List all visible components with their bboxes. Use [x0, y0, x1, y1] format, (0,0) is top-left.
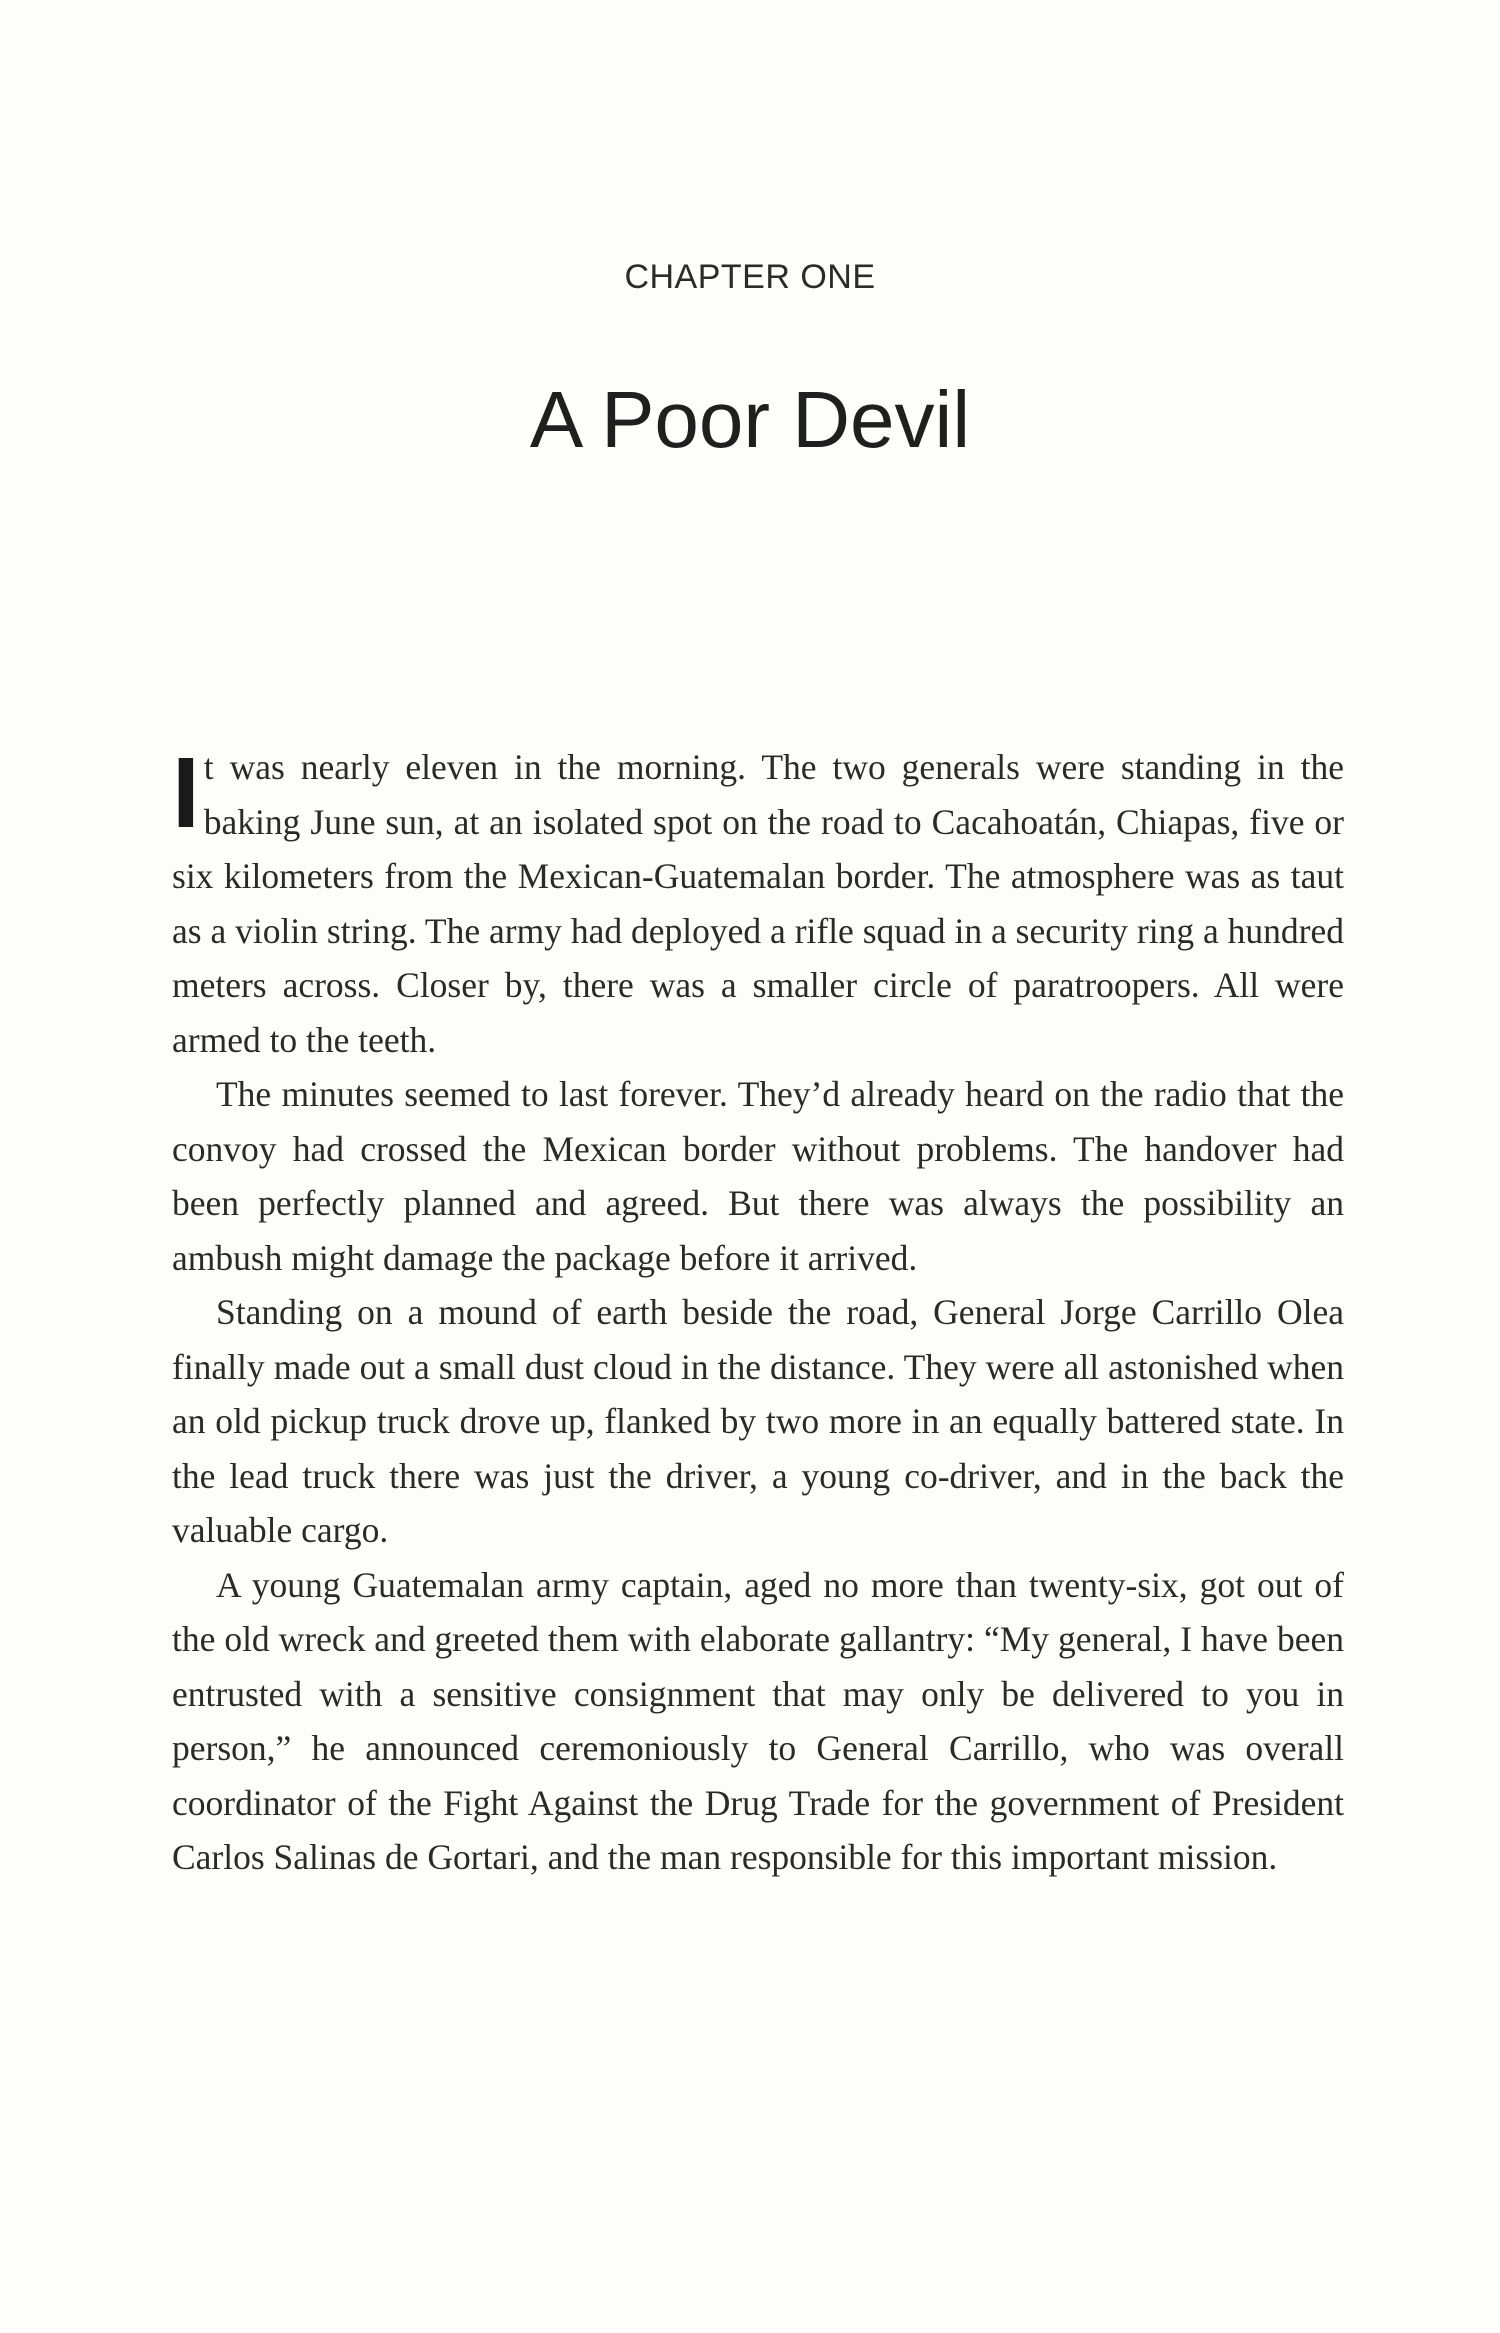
- paragraph-1: [172, 737, 1344, 1067]
- paragraph-1-text: t was nearly eleven in the morning. The two generals were standing in the baking June sun, at an isolated spot on the road to Cacahoatán, Chiapas, five or six kilometers from the Mexican-Guatemalan border. The atmosphere was as taut as a violin string. The army had deployed a rifle squad in a security ring a hundred meters across. Closer by, there was a smaller circle of paratroopers. All were armed to the teeth.: [172, 747, 1344, 1060]
- chapter-label: CHAPTER ONE: [624, 258, 876, 296]
- paragraph-2: The minutes seemed to last forever. They’d already heard on the radio that the convoy had crossed the Mexican border without problems. The handover had been perfectly planned and agreed. But there was always the possibility an ambush might damage the package before it arrived.: [172, 1074, 1344, 1278]
- paragraph-4: A young Guatemalan army captain, aged no more than twenty-six, got out of the old wreck and greeted them with elaborate gallantry: “My general, I have been entrusted with a sensitive consignment that may only be delivered to you in person,” he announced ceremoniously to General Carrillo, who was overall coordinator of the Fight Against the Drug Trade for the government of President Carlos Salinas de Gortari, and the man responsible for this important mission.: [172, 1564, 1344, 1877]
- chapter-title: A Poor Devil: [529, 375, 971, 464]
- chapter-body: [172, 737, 1344, 1885]
- drop-cap: I: [172, 737, 200, 849]
- paragraph-3: Standing on a mound of earth beside the road, General Jorge Carrillo Olea finally made out a small dust cloud in the distance. They were all astonished when an old pickup truck drove up, flanked by two more in an equally battered state. In the lead truck there was just the driver, a young co-driver, and in the back the valuable cargo.: [172, 1292, 1344, 1550]
